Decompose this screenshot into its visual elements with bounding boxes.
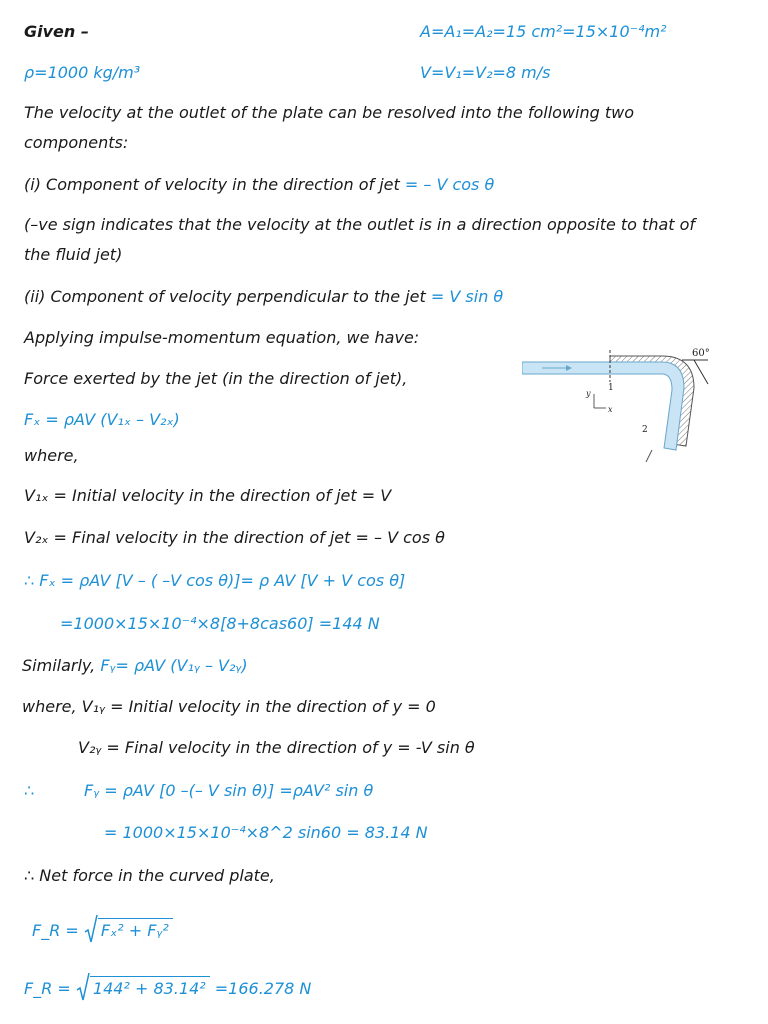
sqrt-symbol-2: [76, 976, 210, 999]
given-density: ρ=1000 kg/m³: [24, 63, 141, 82]
fr2-result: =166.278 N: [214, 979, 312, 998]
fr-lhs: F_R =: [32, 921, 79, 940]
outlet-arrow: [646, 450, 652, 462]
axis-y-label: y: [586, 389, 591, 398]
v1y-definition: where, V₁ᵧ = Initial velocity in the direction of y = 0: [22, 697, 436, 716]
axis-x-label: x: [608, 405, 613, 414]
fr-formula: [32, 918, 173, 941]
fy-equation: Fᵧ= ρAV (V₁ᵧ – V₂ᵧ): [100, 656, 248, 675]
given-label: Given –: [24, 22, 89, 41]
v1x-definition: V₁ₓ = Initial velocity in the direction of jet = V: [24, 486, 392, 505]
given-velocity: V=V₁=V₂=8 m/s: [420, 63, 551, 82]
curved-plate-diagram: [522, 342, 722, 468]
fx-expansion: ∴ Fₓ = ρAV [V – ( –V cos θ)]= ρ AV [V + V cos θ]: [24, 571, 406, 590]
applying-text: Applying impulse-momentum equation, we have:: [24, 328, 420, 347]
component-2-text: (ii) Component of velocity perpendicular to the jet: [24, 287, 426, 306]
component-2: [24, 287, 503, 307]
component-1: [24, 175, 494, 195]
component-1-text: (i) Component of velocity in the direction of jet: [24, 175, 400, 194]
point-1-label: 1: [608, 383, 614, 393]
fr-result: [24, 976, 311, 999]
fr2-radicand: 144² + 83.14²: [90, 976, 210, 999]
fr2-lhs: F_R =: [24, 979, 71, 998]
fy-line: [22, 656, 248, 676]
fr-radicand: Fₓ² + Fᵧ²: [98, 918, 173, 941]
given-area: A=A₁=A₂=15 cm²=15×10⁻⁴m²: [420, 22, 667, 41]
therefore-symbol: ∴: [24, 781, 35, 800]
note-line-1: (–ve sign indicates that the velocity at the outlet is in a direction opposite to that of: [24, 215, 696, 234]
intro-line-2: components:: [24, 133, 129, 152]
point-2-label: 2: [642, 425, 648, 435]
force-text: Force exerted by the jet (in the direction of jet),: [24, 369, 408, 388]
angle-label: 60°: [692, 348, 710, 359]
sqrt-symbol: [84, 918, 173, 941]
jet-stream: [522, 362, 684, 450]
angle-line: [694, 360, 708, 384]
fx-numeric: =1000×15×10⁻⁴×8[8+8cas60] =144 N: [60, 614, 380, 633]
fy-numeric: = 1000×15×10⁻⁴×8^2 sin60 = 83.14 N: [104, 823, 428, 842]
fx-equation: Fₓ = ρAV (V₁ₓ – V₂ₓ): [24, 410, 180, 429]
v2y-definition: V₂ᵧ = Final velocity in the direction of y = -V sin θ: [78, 738, 475, 757]
v2x-definition: V₂ₓ = Final velocity in the direction of jet = – V cos θ: [24, 528, 445, 547]
intro-line-1: The velocity at the outlet of the plate can be resolved into the following two: [24, 103, 634, 122]
component-1-eq: = – V cos θ: [404, 175, 495, 194]
note-line-2: the fluid jet): [24, 245, 123, 264]
net-force-label: ∴ Net force in the curved plate,: [24, 866, 275, 885]
similarly-text: Similarly,: [22, 656, 96, 675]
where-text: where,: [24, 446, 79, 465]
component-2-eq: = V sin θ: [430, 287, 504, 306]
fy-expansion: Fᵧ = ρAV [0 –(– V sin θ)] =ρAV² sin θ: [84, 781, 374, 800]
